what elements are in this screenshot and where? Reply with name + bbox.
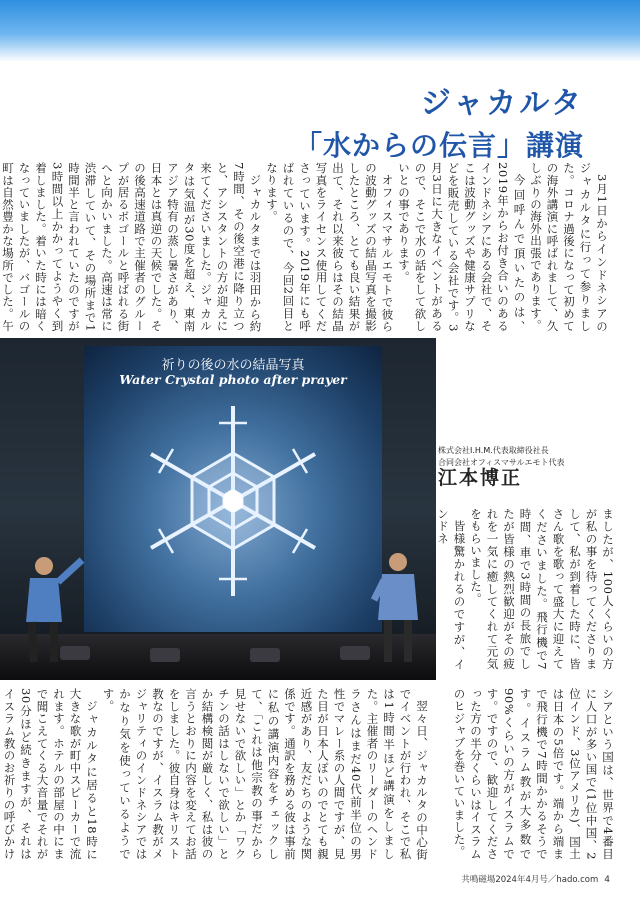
author-title-1: 株式会社I.H.M.代表取締役社長 (438, 446, 549, 455)
paragraph: ジャカルタに居ると18時に大きな歌が町中スピーカーで流れます。ホテルの部屋の中にまで聞こえてくる大音量でそれが30分ほど続きますが、それはイスラム教のお祈りの呼びかけ (2, 688, 99, 860)
paragraph: 皆様驚かれるのですが、インドネ (436, 508, 467, 670)
page-title (294, 78, 584, 164)
paragraph: ましたが、100人くらいの方が私の事を待ってくださりまして、私が到着した時に、皆さん歌を歌って盛大に迎えてくださいました。飛行機で7時間、車で3時間の長旅でしたが皆様の熱烈歓迎がその疲れを一気に癒してくれて元気をもらいました。 (469, 508, 615, 670)
title-line-2: 「水からの伝言」講演 (293, 129, 584, 162)
author-title-2: 合同会社オフィスマサルエモト代表 (438, 458, 565, 467)
sky-banner (0, 0, 640, 62)
stage-light (340, 646, 370, 660)
author-name: 江本博正 (438, 467, 523, 489)
article-mid-right (436, 508, 616, 670)
photo-caption-jp: 祈りの後の水の結晶写真 (161, 358, 305, 373)
water-crystal-image (128, 396, 338, 606)
projection-screen (84, 346, 382, 632)
paragraph: 翌々日、ジャカルタの中心街でイベントが行われ、そこで私は1時間半ほど講演をしました。主催者のリーダーのヘンドラさんはまだ40代前半位の男性でマレー系の人間ですが、見た目が日本人ぽいのでとても親近感があり、友だちのような関係です。通訳を務める彼は事前に私の講演内容をチェックして、「これは他宗教の事だから見せないで欲しい」とか「ワクチンの話はしないで欲しい」とか結構検閲が厳しく、私は彼の言うとおりに内容を変えてお話をしました。彼自身はキリスト教なのですが、イスラム教がメジャリティのインドネシアではかなり気を使っているようです。 (101, 688, 429, 860)
paragraph: シアという国は、世界で4番目に人口が多い国で(1位中国、2位インド、3位アメリカ)、国土は日本の5倍です。端から端まで飛行機で7時間かかるそうです。イスラム教が大多数で90%くらいの方がイスラムです。ですので、歓迎してくださった方の半分くらいはイスラムのヒジャブを巻いていました。 (452, 688, 615, 860)
paragraph: 3月1日からインドネシアのジャカルタに行って参りました。コロナ過後になって初めての海外講演に呼ばれまして、久しぶりの海外出張であります。 (529, 162, 609, 332)
article-bottom-right (440, 688, 616, 860)
page-number: 4 (604, 875, 610, 885)
speaker-figure-left (14, 552, 84, 664)
title-line-1: ジャカルタ (420, 86, 584, 121)
article-bottom-left (2, 688, 430, 860)
stage-photo (0, 338, 436, 680)
author-credit (438, 445, 578, 489)
paragraph: 今回呼んで頂いたのは、2019年からお付き合いのあるインドネシアにある会社で、そこは波動グッズや健康サプリなどを販売している会社です。3月3日に大きなイベントがあるので、そこで水の話をして欲しいとの事であります。 (397, 162, 527, 332)
speaker-figure-right (368, 548, 428, 664)
paragraph: ジャカルタまでは羽田から約7時間、その後空港に降り立つと、アシスタントの方が迎えに来てくださいました。ジャカルタは気温が30度を超え、東南アジア特有の蒸し暑さがあり、日本とは真逆の天候でした。その後高速道路で主催者のグループが居るボゴールと呼ばれる街へと向かいました。高速は常に渋滞していて、その場所まで1時間半と言われていたのですが3時間以上かかってようやく到着しました。着いた時には暗くなっていましたが、バゴールの町は自然豊かな場所でした。午 (1, 162, 263, 332)
stage-light (250, 648, 280, 662)
article-top (1, 162, 610, 332)
stage-light (150, 648, 180, 662)
publication-name: 共鳴磁場2024年4月号／hado.com (461, 875, 599, 885)
page-footer (461, 873, 610, 885)
paragraph: オフィスマサルエモトで彼らの波動グッズの結晶写真を撮影したところ、とても良い結果が出て、それ以来彼らはその結晶写真をライセンス使用してくださっています。2019年にも呼ばれているので、今回2回目となります。 (265, 162, 395, 332)
photo-caption-en: Water Crystal photo after prayer (119, 372, 347, 387)
